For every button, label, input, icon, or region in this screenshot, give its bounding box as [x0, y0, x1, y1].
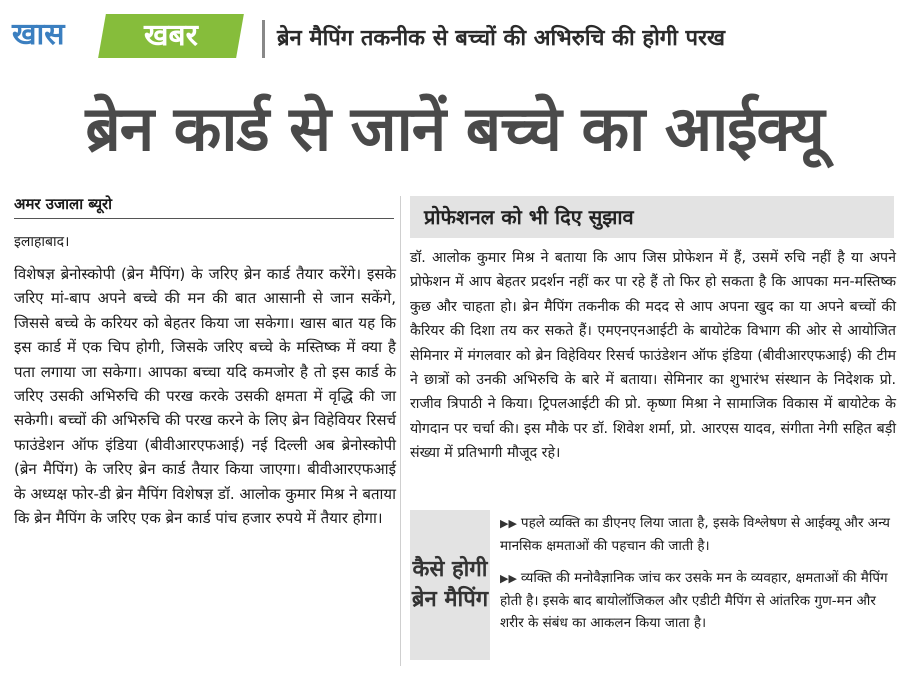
inset-list: [500, 512, 896, 644]
section-tag-khabar-text: खबर: [144, 18, 198, 53]
double-arrow-icon: ▶▶: [500, 517, 517, 530]
dateline: इलाहाबाद।: [14, 234, 70, 250]
inset-item-text: व्यक्ति की मनोवैज्ञानिक जांच कर उसके मन के व्यवहार, क्षमताओं की मैपिंग होती है। इसके बाद बायोलॉजिकल और एडीटी मैपिंग से आंतरिक गुण-मन और शरीर के संबंध का आकलन किया जाता है।: [500, 570, 888, 631]
byline-divider: [14, 218, 394, 219]
article-body-left: विशेषज्ञ ब्रेनोस्कोपी (ब्रेन मैपिंग) के जरिए ब्रेन कार्ड तैयार करेंगे। इसके जरिए मां-बाप अपने बच्चे की मन की बात आसानी से जान सकेंगे, जिससे बच्चे के करियर को बेहतर किया जा सकेगा। खास बात यह कि इस कार्ड में एक चिप होगी, जिसके जरिए बच्चे के मस्तिष्क में क्या है पता लगाया जा सकेगा। आपका बच्चा यदि कमजोर है तो इस कार्ड के जरिए उसकी अभिरुचि की परख करके उसकी क्षमता में वृद्धि की जा सकेगी। बच्चों की अभिरुचि की परख करने के लिए ब्रेन विहेवियर रिसर्च फाउंडेशन ऑफ इंडिया (बीवीआरएफआई) नई दिल्ली अब ब्रेनोस्कोपी (ब्रेन मैपिंग) के जरिए ब्रेन कार्ड तैयार किया जाएगा। बीवीआरएफआई के अध्यक्ष फोर-डी ब्रेन मैपिंग विशेषज्ञ डॉ. आलोक कुमार मिश्र ने बताया कि ब्रेन मैपिंग के जरिए एक ब्रेन कार्ड पांच हजार रुपये में तैयार होगा।: [14, 265, 396, 528]
inset-label: [410, 510, 490, 660]
double-arrow-icon: ▶▶: [500, 572, 517, 585]
box-title: प्रोफेशनल को भी दिए सुझाव: [410, 196, 894, 238]
inset-item: [500, 512, 896, 557]
header-subtitle: ब्रेन मैपिंग तकनीक से बच्चों की अभिरुचि की होगी परख: [262, 20, 902, 58]
inset-item-text: पहले व्यक्ति का डीएनए लिया जाता है, इसके विश्लेषण से आईक्यू और अन्य मानसिक क्षमताओं की पहचान की जाती है।: [500, 515, 890, 554]
byline: अमर उजाला ब्यूरो: [14, 195, 113, 213]
inset-item: [500, 567, 896, 634]
section-tag-khabar: [98, 14, 244, 58]
headline: ब्रेन कार्ड से जानें बच्चे का आईक्यू: [85, 92, 824, 165]
section-tag-khas: खास: [12, 14, 98, 56]
article-body-right: डॉ. आलोक कुमार मिश्र ने बताया कि आप जिस प्रोफेशन में हैं, उसमें रुचि नहीं है या अपने प्रोफेशन में आप बेहतर प्रदर्शन नहीं कर पा रहे हैं तो फिर हो सकता है कि आपका मन-मस्तिष्क कुछ और चाहता हो। ब्रेन मैपिंग तकनीक की मदद से आप अपना खुद का या अपने बच्चों की कैरियर की दिशा तय कर सकते हैं। एमएनएनआईटी के बायोटेक विभाग की ओर से आयोजित सेमिनार में मंगलवार को ब्रेन विहेवियर रिसर्च फाउंडेशन ऑफ इंडिया (बीवीआरएफआई) की टीम ने छात्रों को उनकी अभिरुचि के बारे में बताया। सेमिनार का शुभारंभ संस्थान के निदेशक प्रो. राजीव त्रिपाठी ने किया। ट्रिपलआईटी की प्रो. कृष्णा मिश्रा ने सामाजिक विकास में बायोटेक के योगदान पर चर्चा की। इस मौके पर डॉ. शिवेश शर्मा, प्रो. आरएस यादव, संगीता नेगी सहित बड़ी संख्या में प्रतिभागी मौजूद रहे।: [410, 250, 896, 462]
column-divider: [400, 196, 401, 666]
inset-label-text: कैसे होगी ब्रेन मैपिंग: [411, 557, 489, 612]
